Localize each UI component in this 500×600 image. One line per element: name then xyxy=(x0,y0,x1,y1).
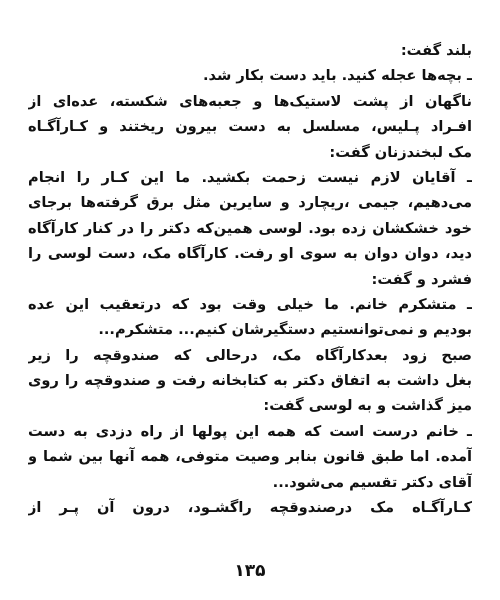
text-line: ناگهان از پشت لاستیک‌ها و جعبه‌های شکسته، عده‌ای از xyxy=(28,92,472,110)
text-line: بلند گفت: xyxy=(400,42,472,59)
page-number: ۱۳۵ xyxy=(234,561,266,581)
text-line: دید، دوان دوان به سوی او رفت. کارآگاه مک، دست لوسی را xyxy=(28,245,472,263)
text-line: افـراد پـلیس، مسلسل به دست بیرون ریختند و کـارآگـاه xyxy=(28,118,472,136)
text-line: آمده. اما طبق قانون بنابر وصیت متوفی، همه آنها بین شما و xyxy=(28,448,472,466)
text-line: مک لبخندزنان گفت: xyxy=(329,143,472,161)
book-page-text xyxy=(28,38,472,520)
text-line: فشرد و گفت: xyxy=(371,270,472,288)
text-line: کـارآگـاه مک درصندوقچه راگشـود، درون آن پـر از xyxy=(28,499,472,517)
text-line: بودیم و نمی‌توانستیم دستگیرشان کنیم... متشکرم... xyxy=(98,321,472,339)
text-line: ـ متشکرم خانم. ما خیلی وقت بود که درتعقیب این عده xyxy=(28,295,472,313)
text-line: خود خشکشان زده بود. لوسی همین‌که دکتر را در کنار کارآگاه xyxy=(28,219,472,237)
text-line: می‌دهیم، جیمی ،ریچارد و سایرین مثل برق گرفته‌ها برجای xyxy=(28,194,472,212)
text-line: ـ خانم درست است که همه این پولها از راه دزدی به دست xyxy=(28,422,472,440)
text-line: ـ بچه‌ها عجله کنید. باید دست بکار شد. xyxy=(202,67,472,85)
text-line: آقای دکتر تقسیم می‌شود... xyxy=(272,473,472,491)
text-line: میز گذاشت و به لوسی گفت: xyxy=(263,397,472,415)
text-line: ـ آقایان لازم نیست زحمت بکشید. ما این کـار را انجام xyxy=(28,168,472,186)
text-line: صبح زود بعدکارآگاه مک، درحالی که صندوقچه را زیر xyxy=(28,346,472,364)
text-line: بغل داشت به اتفاق دکتر به کتابخانه رفت و صندوقچه را روی xyxy=(28,372,472,390)
